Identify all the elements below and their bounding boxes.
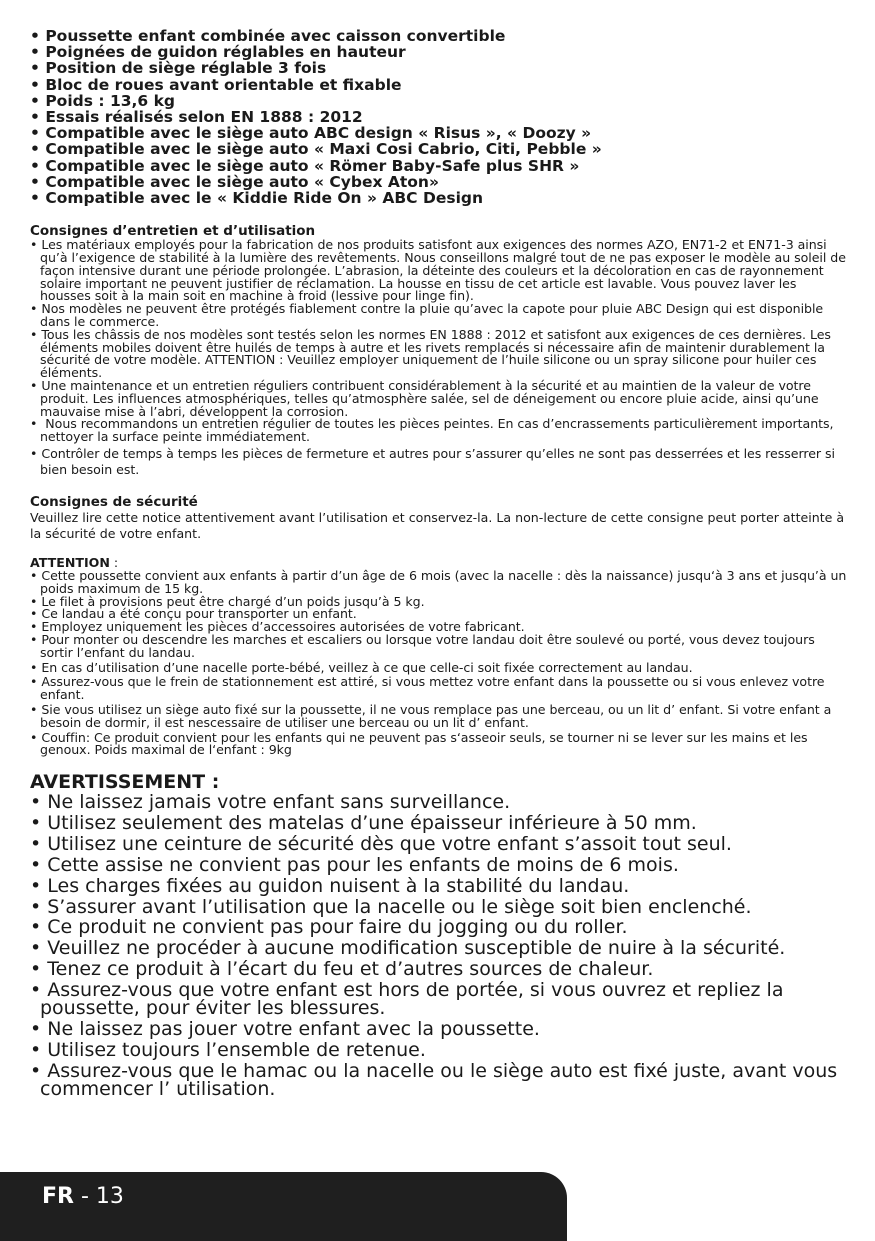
attention-item: • Assurez-vous que le frein de stationnement est attiré, si vous mettez votre enfant dans la poussette ou si vous enlevez votre enfant.: [30, 676, 850, 702]
page-number: [42, 1184, 124, 1209]
feature-item: • Compatible avec le « Kiddie Ride On » ABC Design: [30, 190, 850, 206]
warning-item: • Assurez-vous que le hamac ou la nacelle ou le siège auto est fixé juste, avant vous commencer l’ utilisation.: [30, 1062, 850, 1098]
warning-list: [30, 793, 850, 1098]
attention-item: • Cette poussette convient aux enfants à partir d’un âge de 6 mois (avec la nacelle : dès la naissance) jusqu‘à 3 ans et jusqu’à un poids maximum de 15 kg.: [30, 570, 850, 596]
warning-item: • S’assurer avant l’utilisation que la nacelle ou le siège soit bien enclenché.: [30, 898, 850, 916]
warning-item: • Ne laissez jamais votre enfant sans surveillance.: [30, 793, 850, 811]
attention-item: • Sie vous utilisez un siège auto fixé sur la poussette, il ne vous remplace pas une berceau, ou un lit d’ enfant. Si votre enfant a besoin de dormir, il est nescessaire de utiliser une berceau ou un lit d’ enfant.: [30, 704, 850, 730]
feature-item: • Position de siège réglable 3 fois: [30, 60, 850, 76]
maintenance-item: • Contrôler de temps à temps les pièces de fermeture et autres pour s’assurer qu’elles ne sont pas desserrées et les resserrer si bien besoin est.: [30, 446, 850, 478]
attention-colon: :: [109, 554, 119, 570]
warning-item: • Cette assise ne convient pas pour les enfants de moins de 6 mois.: [30, 856, 850, 874]
warning-item: • Les charges fixées au guidon nuisent à la stabilité du landau.: [30, 877, 850, 895]
warning-item: • Utilisez une ceinture de sécurité dès que votre enfant s’assoit tout seul.: [30, 835, 850, 853]
attention-item: • Ce landau a été conçu pour transporter un enfant.: [30, 608, 850, 621]
manual-page: [30, 28, 850, 1101]
attention-item: • Pour monter ou descendre les marches et escaliers ou lorsque votre landau doit être soulevé ou porté, vous devez toujours sortir l’enfant du landau.: [30, 634, 850, 660]
maintenance-item: • Nos modèles ne peuvent être protégés fiablement contre la pluie qu’avec la capote pour pluie ABC Design qui est disponible dans le commerce.: [30, 303, 850, 329]
safety-title: Consignes de sécurité: [30, 493, 198, 510]
feature-item: • Poids : 13,6 kg: [30, 93, 850, 109]
attention-item: • Le filet à provisions peut être chargé d’un poids jusqu’à 5 kg.: [30, 596, 850, 609]
maintenance-list: [30, 239, 850, 478]
page-separator: -: [73, 1184, 96, 1209]
attention-item: • Couffin: Ce produit convient pour les enfants qui ne peuvent pas s‘asseoir seuls, se tourner ni se lever sur les mains et les genoux. Poids maximal de l‘enfant : 9kg: [30, 732, 850, 758]
attention-label: ATTENTION: [30, 554, 110, 570]
attention-item: • Employez uniquement les pièces d’accessoires autorisées de votre fabricant.: [30, 621, 850, 634]
page-footer-tab: [0, 1172, 567, 1241]
feature-list: [30, 28, 850, 206]
warning-item: • Tenez ce produit à l’écart du feu et d’autres sources de chaleur.: [30, 960, 850, 978]
warning-item: • Veuillez ne procéder à aucune modification susceptible de nuire à la sécurité.: [30, 939, 850, 957]
feature-item: • Compatible avec le siège auto « Cybex Aton»: [30, 174, 850, 190]
feature-item: • Essais réalisés selon EN 1888 : 2012: [30, 109, 850, 125]
feature-item: • Compatible avec le siège auto « Römer Baby-Safe plus SHR »: [30, 158, 850, 174]
maintenance-item: • Une maintenance et un entretien réguliers contribuent considérablement à la sécurité et au maintien de la valeur de votre produit. Les influences atmosphériques, telles qu’atmosphère salée, sel de déneigement ou encore pluie acide, ainsi qu’une mauvaise mise à l’abri, développent la corrosion.: [30, 380, 850, 418]
feature-item: • Compatible avec le siège auto « Maxi Cosi Cabrio, Citi, Pebble »: [30, 141, 850, 157]
attention-list: [30, 567, 850, 758]
maintenance-item: • Tous les châssis de nos modèles sont testés selon les normes EN 1888 : 2012 et satisfont aux exigences de ces dernières. Les éléments mobiles doivent être huilés de temps à autre et les rivets remplacés si nécessaire afin de maintenir durablement la sécurité de votre modèle. ATTENTION : Veuillez employer uniquement de l’huile silicone ou un spray silicone pour huiler ces éléments.: [30, 329, 850, 380]
warning-item: • Ne laissez pas jouer votre enfant avec la poussette.: [30, 1020, 850, 1038]
page-number-value: 13: [95, 1184, 124, 1209]
language-code: FR: [42, 1184, 74, 1209]
warning-title: AVERTISSEMENT :: [30, 771, 220, 794]
maintenance-item: • Nous recommandons un entretien régulier de toutes les pièces peintes. En cas d’encrassements particulièrement importants, nettoyer la surface peinte immédiatement.: [30, 418, 850, 444]
warning-item: • Utilisez seulement des matelas d’une épaisseur inférieure à 50 mm.: [30, 814, 850, 832]
feature-item: • Compatible avec le siège auto ABC design « Risus », « Doozy »: [30, 125, 850, 141]
maintenance-title: Consignes d’entretien et d’utilisation: [30, 223, 316, 240]
attention-item: • En cas d’utilisation d’une nacelle porte-bébé, veillez à ce que celle-ci soit fixée correctement au landau.: [30, 662, 850, 675]
warning-item: • Assurez-vous que votre enfant est hors de portée, si vous ouvrez et repliez la poussette, pour éviter les blessures.: [30, 981, 850, 1017]
safety-text: Veuillez lire cette notice attentivement avant l’utilisation et conservez-la. La non-lecture de cette consigne peut porter atteinte à la sécurité de votre enfant.: [30, 509, 845, 541]
maintenance-item: • Les matériaux employés pour la fabrication de nos produits satisfont aux exigences des normes AZO, EN71-2 et EN71-3 ainsi qu’à l’exigence de stabilité à la lumière des revêtements. Nous conseillons malgré tout de ne pas exposer le modèle au soleil de façon intensive durant une période prolongée. L’abrasion, la déteinte des couleurs et la décoloration en cas de rayonnement solaire important ne peuvent justifier de réclamation. La housse en tissu de cet article est lavable. Vous pouvez laver les housses soit à la main soit en machine à froid (lessive pour linge fin).: [30, 239, 850, 303]
feature-item: • Poignées de guidon réglables en hauteur: [30, 44, 850, 60]
warning-item: • Utilisez toujours l’ensemble de retenue.: [30, 1041, 850, 1059]
warning-item: • Ce produit ne convient pas pour faire du jogging ou du roller.: [30, 918, 850, 936]
feature-item: • Poussette enfant combinée avec caisson convertible: [30, 28, 850, 44]
feature-item: • Bloc de roues avant orientable et fixable: [30, 77, 850, 93]
